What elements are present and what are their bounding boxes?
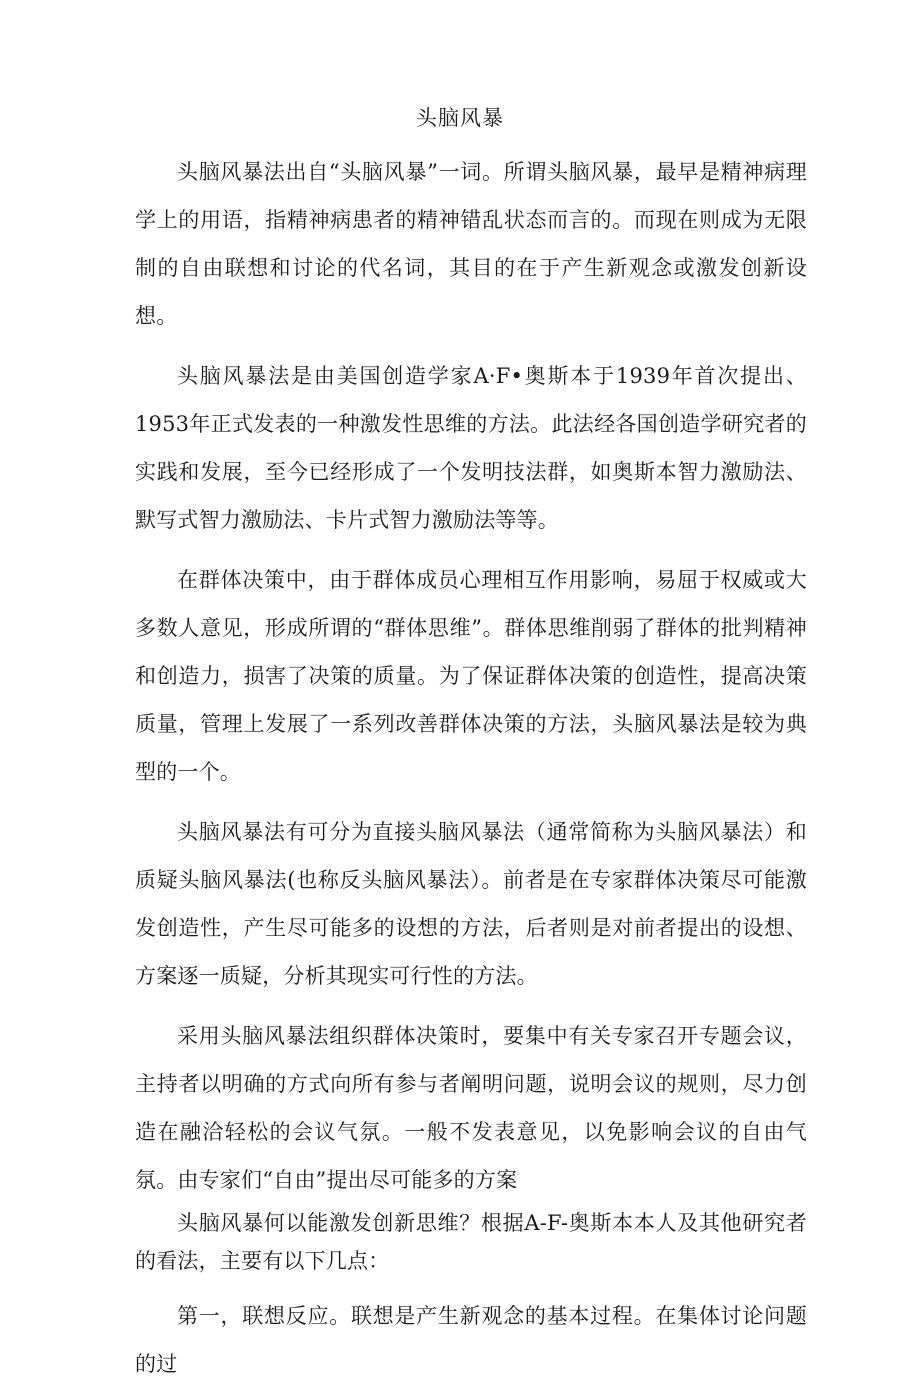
paragraph-3: 在群体决策中，由于群体成员心理相互作用影响，易屈于权威或大多数人意见，形成所谓的“群体思维”。群体思维削弱了群体的批判精神和创造力，损害了决策的质量。为了保证群体决策的创造性，提高决策质量，管理上发展了一系列改善群体决策的方法，头脑风暴法是较为典型的一个。 [135,568,807,784]
paragraph-6: 头脑风暴何以能激发创新思维？根据A-F-奥斯本本人及其他研究者的看法，主要有以下几点： [135,1211,807,1273]
paragraph-4: 头脑风暴法有可分为直接头脑风暴法（通常简称为头脑风暴法）和质疑头脑风暴法(也称反头脑风暴法）。前者是在专家群体决策尽可能激发创造性，产生尽可能多的设想的方法，后者则是对前者提出的设想、方案逐一质疑，分析其现实可行性的方法。 [135,820,807,988]
document-body [135,148,807,1388]
document-title: 头脑风暴 [416,106,504,130]
paragraph-7: 第一，联想反应。联想是产生新观念的基本过程。在集体讨论问题的过 [135,1304,807,1376]
paragraph-1: 头脑风暴法出自“头脑风暴”一词。所谓头脑风暴，最早是精神病理学上的用语，指精神病患者的精神错乱状态而言的。而现在则成为无限制的自由联想和讨论的代名词，其目的在于产生新观念或激发创新设想。 [135,160,807,328]
paragraph-5: 采用头脑风暴法组织群体决策时，要集中有关专家召开专题会议，主持者以明确的方式向所有参与者阐明问题，说明会议的规则，尽力创造在融洽轻松的会议气氛。一般不发表意见，以免影响会议的自由气氛。由专家们“自由”提出尽可能多的方案 [135,1024,807,1192]
paragraph-2: 头脑风暴法是由美国创造学家A·F•奥斯本于1939年首次提出、1953年正式发表的一种激发性思维的方法。此法经各国创造学研究者的实践和发展，至今已经形成了一个发明技法群，如奥斯本智力激励法、默写式智力激励法、卡片式智力激励法等等。 [135,364,807,532]
